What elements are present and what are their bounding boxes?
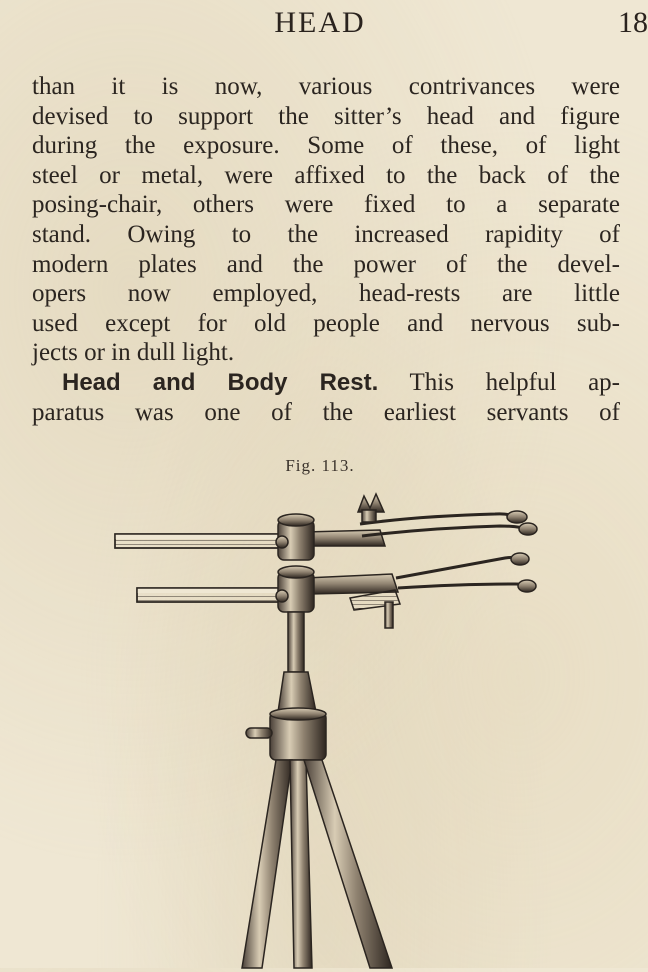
body-text	[32, 72, 620, 427]
entry-line	[32, 368, 620, 398]
text-line: jects or in dull light.	[32, 339, 235, 367]
entry-heading: Head and Body Rest.	[62, 368, 379, 396]
page-header	[0, 6, 648, 42]
text-line: during the exposure. Some of these, of light	[32, 132, 620, 160]
text-line: devised to support the sitter’s head and figure	[32, 102, 620, 130]
text-line: posing-chair, others were fixed to a separate	[32, 191, 620, 219]
text-line: steel or metal, were affixed to the back of the	[32, 161, 620, 189]
text-line: opers now employed, head-rests are little	[32, 280, 620, 308]
text-line: than it is now, various contrivances were	[32, 73, 620, 100]
figure-caption: Fig. 113.	[285, 456, 355, 475]
running-head: HEAD	[274, 6, 366, 39]
page-number: 18	[618, 6, 648, 39]
text-line: stand. Owing to the increased rapidity of	[32, 220, 620, 248]
text-line: modern plates and the power of the devel-	[32, 250, 620, 278]
entry-text: This helpful ap-	[409, 368, 620, 396]
figure-illustration	[0, 480, 640, 968]
text-line: used except for old people and nervous sub-	[32, 309, 620, 337]
text-line: paratus was one of the earliest servants of	[32, 398, 620, 426]
head-and-body-rest-stand-engraving	[0, 480, 640, 968]
